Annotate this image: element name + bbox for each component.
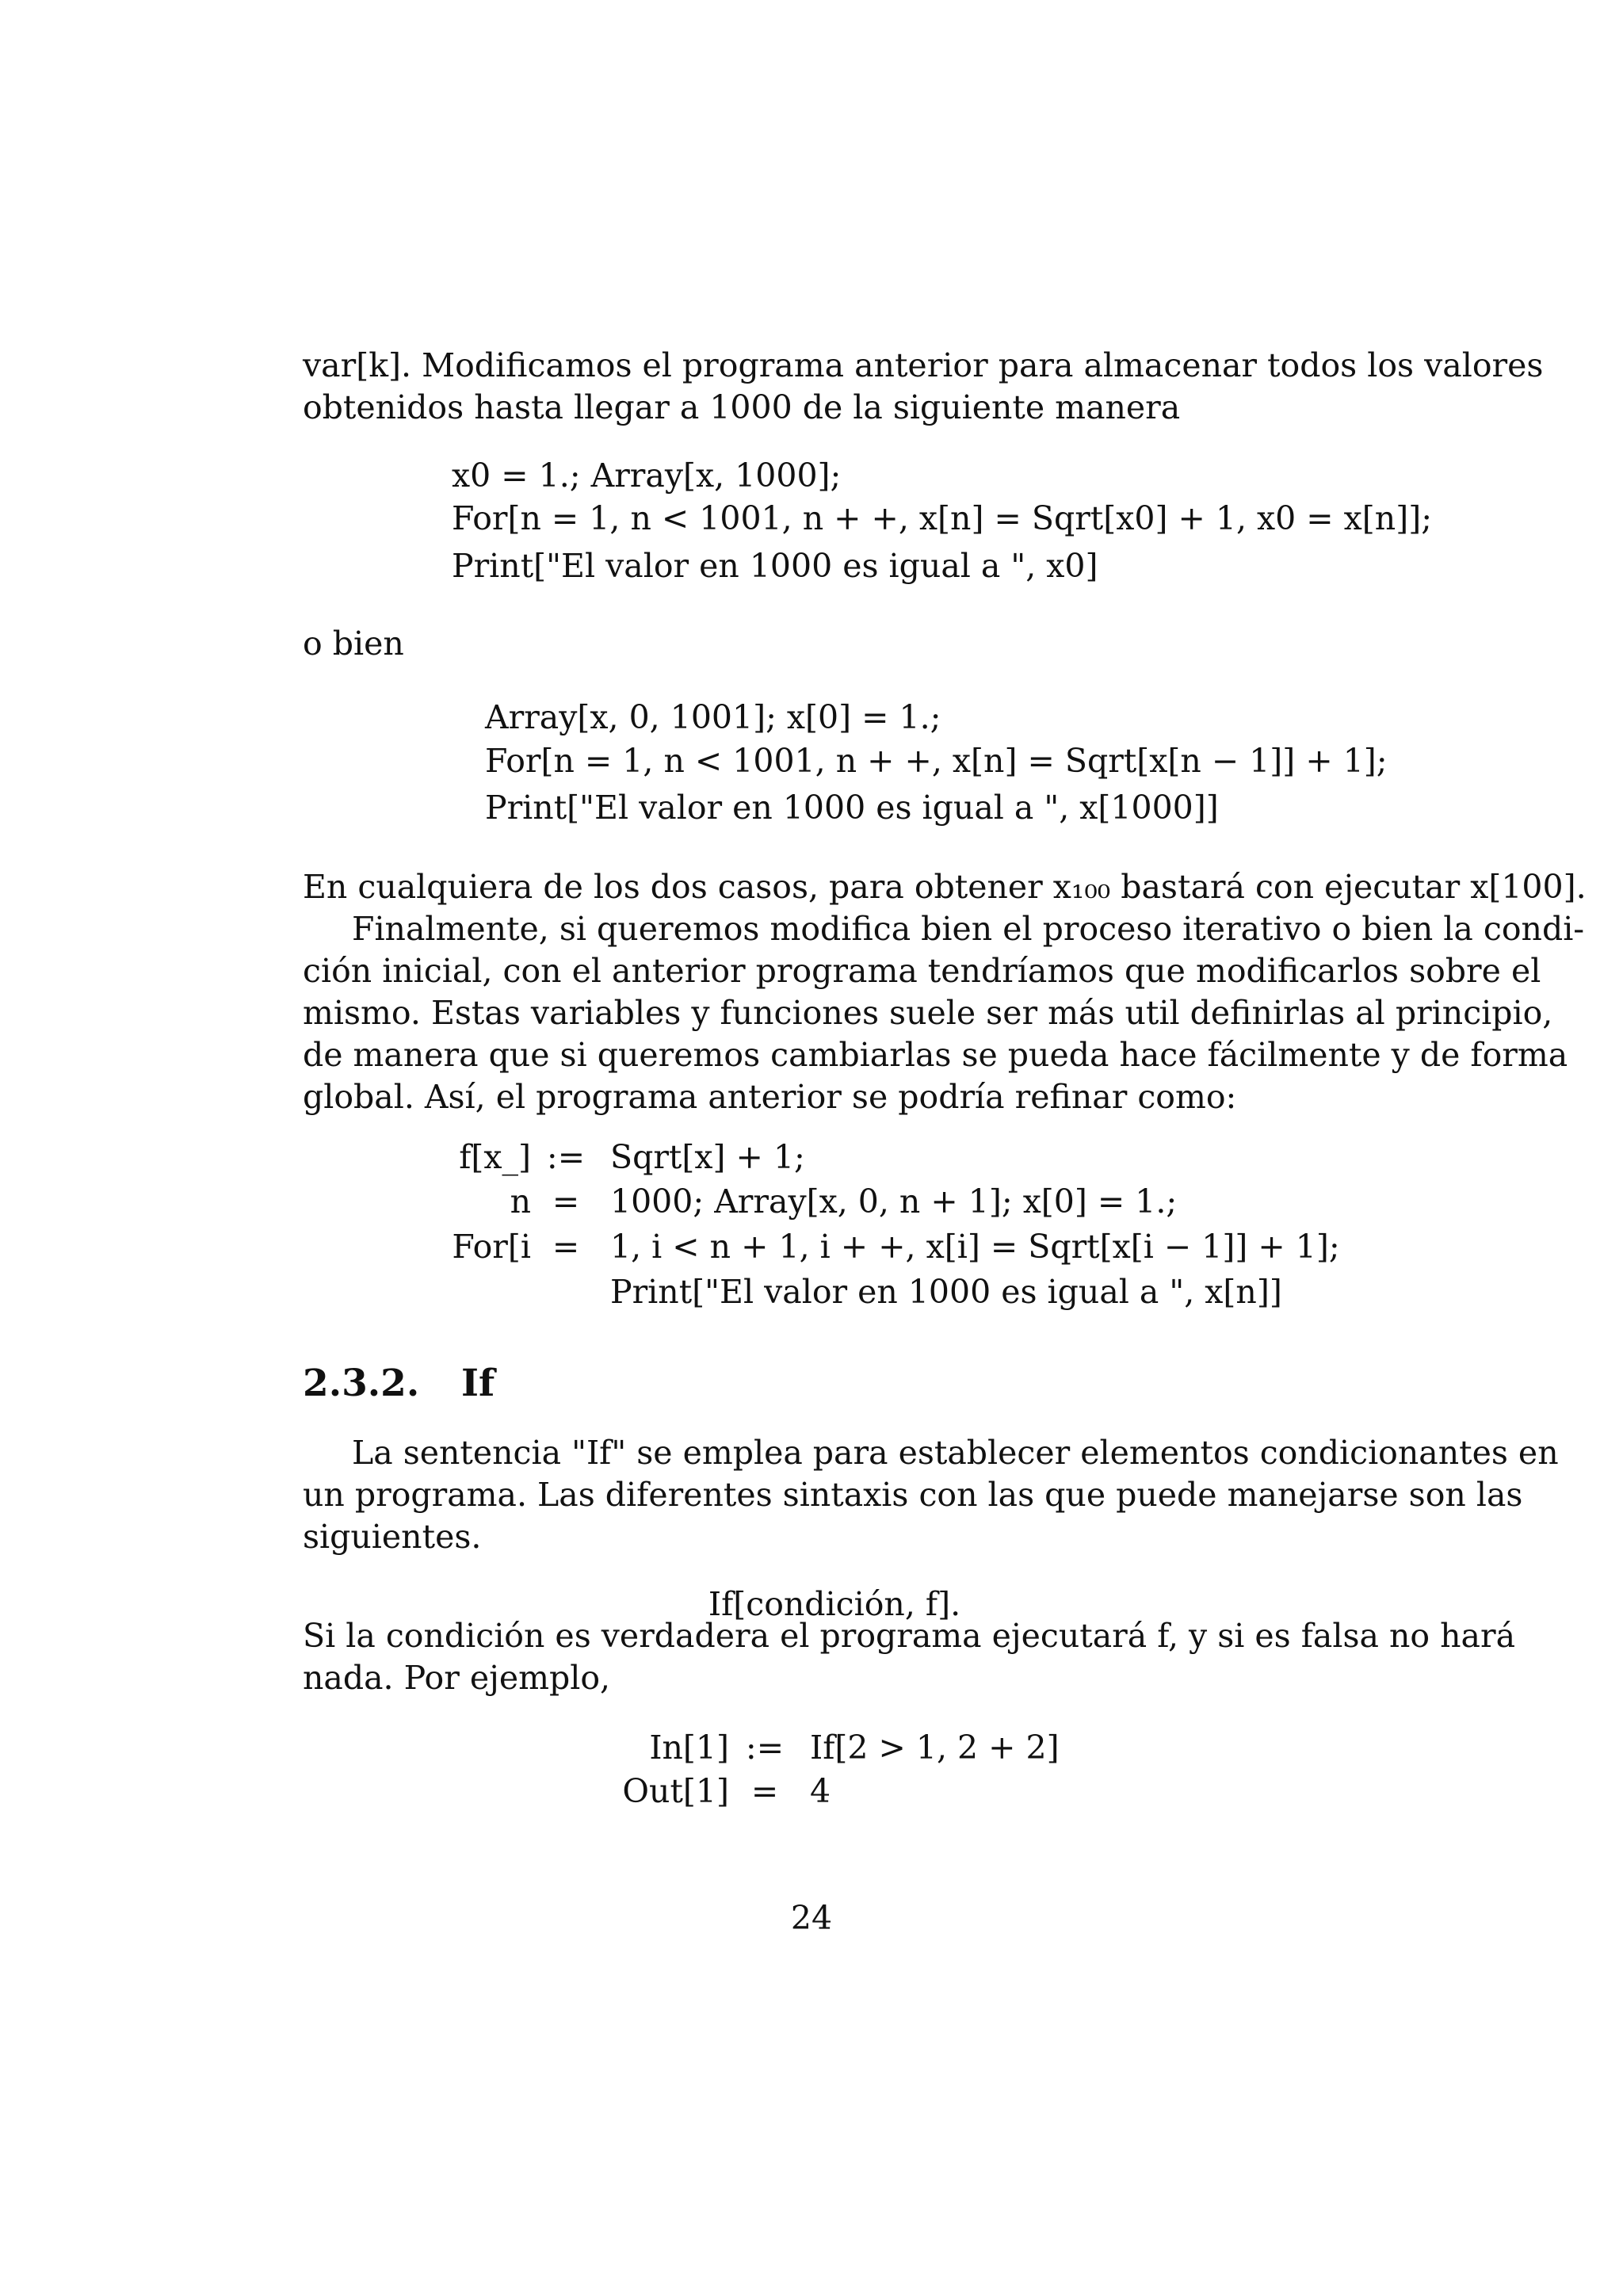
code-line: Array[x, 0, 1001]; x[0] = 1.; [485,698,941,736]
example-lhs: Out[1] [622,1772,729,1810]
paragraph-line: de manera que si queremos cambiarlas se pueda hace fácilmente y de forma [303,1036,1568,1074]
paragraph-line: un programa. Las diferentes sintaxis con las que puede manejarse son las [303,1476,1523,1514]
equation-rhs: 1000; Array[x, 0, n + 1]; x[0] = 1.; [610,1182,1178,1221]
example-lhs: In[1] [649,1729,729,1767]
equation-rhs: Sqrt[x] + 1; [610,1138,805,1176]
page-number: 24 [790,1899,833,1937]
paragraph-line: mismo. Estas variables y funciones suele ser más util definirlas al principio, [303,994,1553,1032]
paragraph-line: nada. Por ejemplo, [303,1659,611,1697]
paragraph-line: obtenidos hasta llegar a 1000 de la siguiente manera [303,388,1181,426]
paragraph-line: var[k]. Modificamos el programa anterior para almacenar todos los valores [303,346,1544,384]
section-title: If [461,1362,495,1405]
equation-rhs: Print["El valor en 1000 es igual a ", x[n]] [610,1273,1282,1311]
equation-lhs: n [510,1182,531,1221]
paragraph-line: ción inicial, con el anterior programa tendríamos que modificarlos sobre el [303,952,1541,990]
example-rhs: If[2 > 1, 2 + 2] [810,1729,1060,1767]
section-heading [303,1360,495,1408]
syntax-formula: If[condición, f]. [708,1585,961,1623]
code-line: x0 = 1.; Array[x, 1000]; [452,457,842,495]
equation-rhs: 1, i < n + 1, i + +, x[i] = Sqrt[x[i − 1]] + 1]; [610,1228,1340,1266]
example-operator: = [750,1772,779,1810]
equation-operator: := [546,1138,586,1176]
paragraph-line: global. Así, el programa anterior se podría refinar como: [303,1078,1237,1116]
equation-operator: = [552,1228,580,1266]
paragraph-line: Si la condición es verdadera el programa ejecutará f, y si es falsa no hará [303,1617,1516,1655]
code-line: Print["El valor en 1000 es igual a ", x0] [452,547,1098,585]
code-line: For[n = 1, n < 1001, n + +, x[n] = Sqrt[x[n − 1]] + 1]; [485,742,1388,780]
equation-operator: = [552,1182,580,1221]
equation-lhs: For[i [452,1228,531,1266]
equation-lhs: f[x_] [459,1138,531,1176]
example-rhs: 4 [810,1772,831,1810]
paragraph-line: o bien [303,625,404,663]
paragraph-line: Finalmente, si queremos modifica bien el proceso iterativo o bien la condi- [352,910,1585,948]
paragraph-line: En cualquiera de los dos casos, para obtener x₁₀₀ bastará con ejecutar x[100]. [303,868,1587,906]
paragraph-line: siguientes. [303,1518,482,1556]
paragraph-line: La sentencia "If" se emplea para establecer elementos condicionantes en [352,1434,1559,1472]
code-line: For[n = 1, n < 1001, n + +, x[n] = Sqrt[x0] + 1, x0 = x[n]]; [452,499,1433,537]
example-operator: := [745,1729,785,1767]
code-line: Print["El valor en 1000 es igual a ", x[1000]] [485,789,1219,827]
section-number: 2.3.2. [303,1362,420,1405]
